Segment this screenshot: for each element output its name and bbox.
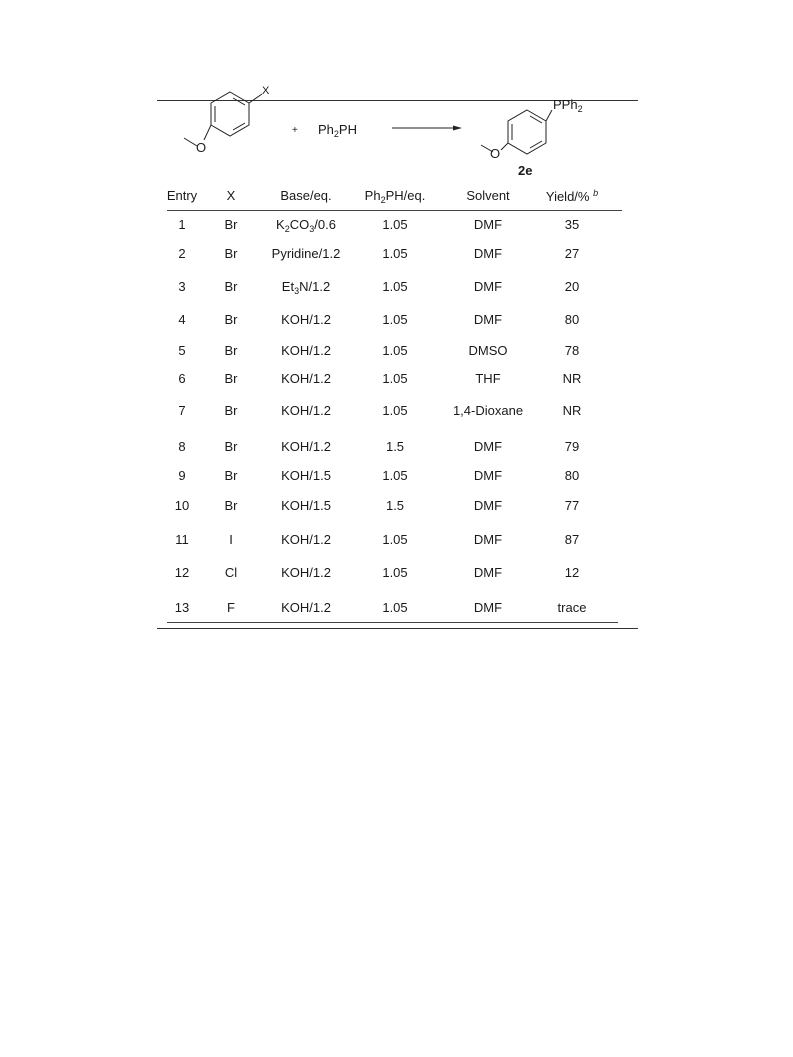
cell-solvent: DMF xyxy=(473,565,503,580)
cell-solvent: DMF xyxy=(473,468,503,483)
cell-base: KOH/1.2 xyxy=(281,371,331,386)
cell-base: KOH/1.2 xyxy=(281,439,331,454)
cell-x: Br xyxy=(224,246,238,261)
cell-base: $Et_3N/1.2$ xyxy=(281,279,331,296)
plus-sign: + xyxy=(292,125,298,136)
cell-entry: 9 xyxy=(178,468,186,483)
reactant-o-bond xyxy=(204,125,211,140)
cell-yield: 80 xyxy=(564,312,580,327)
cell-base: Pyridine/1.2 xyxy=(271,246,341,261)
reactant-double-bond xyxy=(233,98,245,105)
cell-x: Br xyxy=(224,498,238,513)
cell-x: Br xyxy=(224,468,238,483)
cell-ph2ph: 1.05 xyxy=(382,532,408,547)
reactant-structure xyxy=(184,92,262,146)
cell-ph2ph: 1.05 xyxy=(382,600,408,615)
header-entry: Entry xyxy=(166,188,198,203)
cell-entry: 6 xyxy=(178,371,186,386)
cell-entry: 13 xyxy=(174,600,190,615)
product-ring xyxy=(508,110,546,154)
cell-entry: 7 xyxy=(178,403,186,418)
table-bottom-inner-rule xyxy=(167,622,618,623)
header-yield: Yield/% $^b$ xyxy=(545,188,599,204)
cell-base: KOH/1.2 xyxy=(281,565,331,580)
cell-yield: NR xyxy=(562,371,582,386)
reactant-x-label: X xyxy=(262,85,270,97)
cell-solvent: 1,4-Dioxane xyxy=(452,403,524,418)
cell-entry: 12 xyxy=(174,565,190,580)
reactant-double-bond xyxy=(233,123,245,130)
cell-entry: 8 xyxy=(178,439,186,454)
cell-yield: 12 xyxy=(564,565,580,580)
cell-ph2ph: 1.5 xyxy=(385,439,405,454)
product-p-bond xyxy=(546,110,552,121)
cell-base: KOH/1.2 xyxy=(281,403,331,418)
cell-ph2ph: 1.05 xyxy=(382,217,408,232)
cell-base: KOH/1.5 xyxy=(281,498,331,513)
reaction-arrow-head xyxy=(453,126,462,131)
header-base: Base/eq. xyxy=(280,188,332,203)
cell-ph2ph: 1.05 xyxy=(382,371,408,386)
cell-ph2ph: 1.05 xyxy=(382,312,408,327)
cell-ph2ph: 1.05 xyxy=(382,246,408,261)
product-double-bond xyxy=(530,116,542,123)
product-o-bond xyxy=(501,143,508,150)
cell-x: Br xyxy=(224,371,238,386)
cell-yield: 35 xyxy=(564,217,580,232)
cell-entry: 5 xyxy=(178,343,186,358)
header-ph2ph: $Ph_2PH/eq$. xyxy=(364,188,426,205)
product-substituent-label: PPh$_2$ xyxy=(553,97,583,114)
cell-solvent: THF xyxy=(475,371,501,386)
cell-entry: 1 xyxy=(178,217,186,232)
cell-solvent: DMF xyxy=(473,217,503,232)
cell-solvent: DMF xyxy=(473,532,503,547)
cell-base: KOH/1.2 xyxy=(281,343,331,358)
cell-yield: 77 xyxy=(564,498,580,513)
cell-entry: 3 xyxy=(178,279,186,294)
cell-yield: 87 xyxy=(564,532,580,547)
header-x: X xyxy=(226,188,236,203)
cell-solvent: DMF xyxy=(473,600,503,615)
product-double-bond xyxy=(530,141,542,148)
reactant-x-bond xyxy=(249,94,262,103)
cell-x: F xyxy=(227,600,235,615)
cell-ph2ph: 1.05 xyxy=(382,565,408,580)
cell-x: Br xyxy=(224,217,238,232)
cell-solvent: DMF xyxy=(473,246,503,261)
cell-solvent: DMSO xyxy=(468,343,508,358)
cell-entry: 4 xyxy=(178,312,186,327)
cell-ph2ph: 1.05 xyxy=(382,279,408,294)
cell-solvent: DMF xyxy=(473,498,503,513)
cell-x: Br xyxy=(224,439,238,454)
cell-base: KOH/1.2 xyxy=(281,600,331,615)
cell-x: Br xyxy=(224,279,238,294)
cell-yield: 80 xyxy=(564,468,580,483)
cell-yield: 78 xyxy=(564,343,580,358)
cell-x: I xyxy=(229,532,233,547)
cell-x: Br xyxy=(224,312,238,327)
cell-entry: 10 xyxy=(174,498,190,513)
cell-x: Br xyxy=(224,403,238,418)
cell-x: Br xyxy=(224,343,238,358)
reaction-scheme xyxy=(0,0,793,180)
cell-base: $K_2CO_3/0.6$ xyxy=(276,217,336,234)
cell-yield: 20 xyxy=(564,279,580,294)
cell-entry: 2 xyxy=(178,246,186,261)
cell-ph2ph: 1.05 xyxy=(382,403,408,418)
reaction-scheme-drawing xyxy=(0,0,793,180)
cell-solvent: DMF xyxy=(473,312,503,327)
cell-yield: trace xyxy=(557,600,587,615)
product-label: 2e xyxy=(518,163,533,178)
header-solvent: Solvent xyxy=(466,188,510,203)
cell-yield: 79 xyxy=(564,439,580,454)
cell-base: KOH/1.2 xyxy=(281,532,331,547)
table-header-rule xyxy=(167,210,622,211)
cell-base: KOH/1.2 xyxy=(281,312,331,327)
reactant-ring xyxy=(211,92,249,136)
cell-ph2ph: 1.05 xyxy=(382,468,408,483)
reactant-oxygen-label: O xyxy=(196,140,207,155)
cell-yield: NR xyxy=(562,403,582,418)
cell-base: KOH/1.5 xyxy=(281,468,331,483)
cell-ph2ph: 1.05 xyxy=(382,343,408,358)
table-bottom-rule xyxy=(157,628,638,629)
product-oxygen-label: O xyxy=(490,146,501,161)
cell-yield: 27 xyxy=(564,246,580,261)
reagent-label: $Ph_2PH$ xyxy=(318,122,357,139)
cell-x: Cl xyxy=(224,565,238,580)
cell-solvent: DMF xyxy=(473,279,503,294)
cell-solvent: DMF xyxy=(473,439,503,454)
cell-ph2ph: 1.5 xyxy=(385,498,405,513)
cell-entry: 11 xyxy=(175,532,189,547)
